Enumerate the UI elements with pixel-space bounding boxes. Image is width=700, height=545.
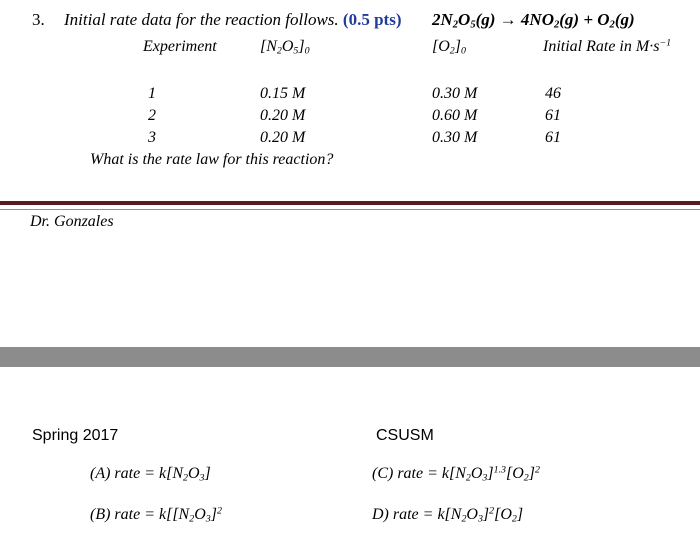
row3-o2: 0.30 M [432, 129, 478, 146]
question-text-body: Initial rate data for the reaction follows. [64, 10, 339, 29]
choice-d-s3: 2 [511, 513, 517, 525]
choice-b-s2: 3 [205, 513, 211, 525]
reactant-state: (g) [475, 10, 496, 29]
points-label: (0.5 pts) [342, 10, 402, 29]
hdr-n2o5-s1: 2 [276, 45, 282, 57]
row2-n2o5: 0.20 M [260, 107, 306, 124]
choice-a-post: ] [204, 465, 211, 482]
reactant-sub1: 2 [452, 19, 459, 31]
school-label: CSUSM [376, 427, 434, 444]
choice-c-sup2: 2 [534, 464, 540, 476]
choice-a-s1: 2 [183, 472, 188, 484]
hdr-rate-a: Initial Rate in M·s [543, 38, 660, 55]
choice-c-post3: ] [528, 465, 535, 482]
grey-band [0, 347, 700, 367]
choice-b-post: ] [210, 506, 217, 523]
choice-d-mid: O [466, 506, 478, 523]
choice-c[interactable] [372, 465, 540, 483]
hdr-n2o5-c: ] [298, 38, 305, 55]
choice-d-post2: [O [494, 506, 512, 523]
hdr-o2-s2: 0 [460, 45, 466, 57]
row3-rate: 61 [545, 129, 561, 146]
header-rate [543, 38, 671, 56]
row2-rate: 61 [545, 107, 561, 124]
separator-dark [0, 201, 700, 205]
choice-c-s1: 2 [465, 472, 471, 484]
choice-d[interactable] [372, 506, 523, 524]
choice-c-sup: 1.3 [493, 464, 506, 476]
choice-c-post2: [O [506, 465, 524, 482]
choice-d-post3: ] [516, 506, 524, 523]
product2-sub: 2 [609, 19, 615, 31]
row1-rate: 46 [545, 85, 561, 102]
choice-b-mid: O [194, 506, 206, 523]
hdr-n2o5-a: [N [260, 38, 277, 55]
choice-d-s1: 2 [461, 513, 467, 525]
hdr-n2o5-s3: 0 [304, 45, 310, 57]
instructor-name: Dr. Gonzales [30, 213, 114, 230]
row2-o2: 0.60 M [432, 107, 478, 124]
choice-a[interactable] [90, 465, 211, 483]
choice-d-s2: 3 [477, 513, 483, 525]
choice-a-s2: 3 [199, 472, 205, 484]
question-number: 3. [32, 10, 45, 29]
choice-d-post: ] [482, 506, 490, 523]
hdr-o2-b: ] [454, 38, 461, 55]
header-o2 [432, 38, 466, 56]
reactant-coef: 2N [432, 10, 453, 29]
choice-c-pre: (C) rate = k[N [372, 465, 466, 482]
choice-c-s3: 2 [523, 472, 529, 484]
choice-b-sup: 2 [216, 505, 222, 517]
term-label: Spring 2017 [32, 427, 119, 444]
reaction-equation [432, 10, 635, 30]
header-experiment: Experiment [143, 38, 217, 55]
hdr-o2-a: [O [432, 38, 450, 55]
choice-c-post: ] [487, 465, 494, 482]
arrow-icon: → [499, 10, 517, 29]
hdr-rate-sup: −1 [659, 37, 672, 49]
choice-d-sup: 2 [489, 505, 495, 517]
product2-state: (g) [614, 10, 635, 29]
rate-law-prompt: What is the rate law for this reaction? [90, 151, 334, 168]
row1-o2: 0.30 M [432, 85, 478, 102]
choice-a-pre: (A) rate = k[N [90, 465, 183, 482]
product1-coef: 4NO [520, 10, 554, 29]
hdr-n2o5-s2: 5 [293, 45, 299, 57]
choice-b-pre: (B) rate = k[[N [90, 506, 190, 523]
reactant-mid: O [458, 10, 471, 29]
choice-b[interactable] [90, 506, 222, 524]
reactant-sub2: 5 [470, 19, 476, 31]
row1-experiment: 1 [148, 85, 156, 102]
hdr-n2o5-b: O [281, 38, 294, 55]
product1-sub: 2 [553, 19, 560, 31]
row2-experiment: 2 [148, 107, 156, 124]
choice-a-mid: O [187, 465, 200, 482]
row3-experiment: 3 [148, 129, 156, 146]
header-n2o5 [260, 38, 310, 56]
product1-state: (g) + O [559, 10, 610, 29]
separator-thin [0, 209, 700, 210]
choice-d-pre: D) rate = k[N [372, 506, 462, 523]
choice-c-mid: O [470, 465, 483, 482]
row3-n2o5: 0.20 M [260, 129, 306, 146]
choice-c-s2: 3 [482, 472, 488, 484]
question-text [64, 10, 401, 30]
row1-n2o5: 0.15 M [260, 85, 306, 102]
choice-b-s1: 2 [189, 513, 195, 525]
hdr-o2-s1: 2 [449, 45, 455, 57]
